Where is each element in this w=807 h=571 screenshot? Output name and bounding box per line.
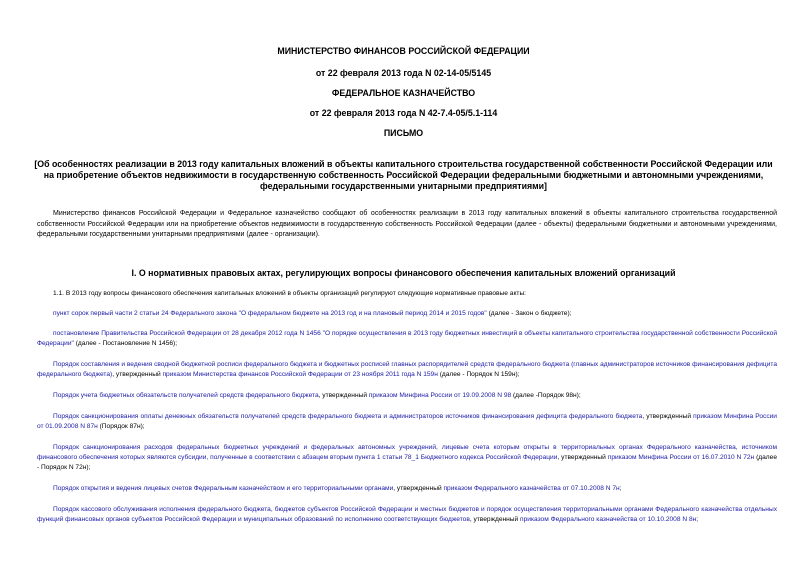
- ministry-name: МИНИСТЕРСТВО ФИНАНСОВ РОССИЙСКОЙ ФЕДЕРАЦИИ: [277, 46, 530, 56]
- cash-service-order-link[interactable]: Порядок кассового обслуживания исполнения федерального бюджета, бюджетов субъектов Российской Федерации и местных бюджетов и порядок осуществления территориальными органами Федерального казначейства отдельных функций финансовых органов субъектов Российской Федерации и муниципальных образований по исполнению соответствующих бюджетов: [37, 506, 777, 523]
- list-item-resolution-1456: постановление Правительства Российской Федерации от 28 декабря 2012 года N 1456 "О порядке осуществления в 2013 году бюджетных инвестиций в объекты капитального строительства государственной собственности Российской Федерации" (далее - Постановление N 1456);: [37, 330, 777, 347]
- order-87n-link[interactable]: приказом Минфина России от 01.09.2008 N 87н: [37, 413, 777, 430]
- paragraph-1-1: 1.1. В 2013 году вопросы финансового обеспечения капитальных вложений в объекты организаций регулируют следующие нормативные правовые акты:: [53, 290, 527, 297]
- ministry-date: от 22 февраля 2013 года N 02-14-05/5145: [315, 68, 492, 78]
- order-159n-link[interactable]: приказом Министерства финансов Российской Федерации от 23 ноября 2011 года N 159н: [162, 371, 438, 378]
- accounts-order-link[interactable]: Порядок открытия и ведения лицевых счетов Федеральным казначейством и его территориальными органами: [53, 485, 394, 492]
- document-type: ПИСЬМО: [383, 128, 424, 138]
- document-title: [Об особенностях реализации в 2013 году капитальных вложений в объекты капитального строительства государственной собственности Российской Федерации или на приобретение объектов недвижимости в государственную собственность Российской Федерации федеральными бюджетными и автономными учреждениями, федеральными государственными унитарными предприятиями]: [34, 159, 773, 191]
- payment-authorization-order-link[interactable]: Порядок санкционирования оплаты денежных обязательств получателей средств федерального бюджета и администраторов источников финансирования дефицита федерального бюджета: [53, 413, 643, 420]
- resolution-1456-link[interactable]: постановление Правительства Российской Федерации от 28 декабря 2012 года N 1456 "О порядке осуществления в 2013 году бюджетных инвестиций в объекты капитального строительства государственной собственности Российской Федерации": [37, 330, 777, 347]
- list-item-order-87n: Порядок санкционирования оплаты денежных обязательств получателей средств федерального бюджета и администраторов источников финансирования дефицита федерального бюджета, утвержденный приказом Минфина России от 01.09.2008 N 87н (Порядок 87н);: [37, 413, 777, 430]
- list-item-order-7n: Порядок открытия и ведения лицевых счетов Федеральным казначейством и его территориальными органами, утвержденный приказом Федерального казначейства от 07.10.2008 N 7н;: [53, 485, 622, 492]
- budget-law-link[interactable]: пункт сорок первый части 2 статьи 24 Федерального закона "О федеральном бюджете на 2013 год и на плановый период 2014 и 2015 годов": [53, 310, 487, 317]
- order-7n-link[interactable]: приказом Федерального казначейства от 07.10.2008 N 7н: [443, 485, 620, 492]
- list-item-order-159n: Порядок составления и ведения сводной бюджетной росписи федерального бюджета и бюджетных росписей главных распорядителей средств федерального бюджета (главных администраторов источников финансирования дефицита федерального бюджета), утвержденный приказом Министерства финансов Российской Федерации от 23 ноября 2011 года N 159н (далее - Порядок N 159н);: [37, 361, 777, 378]
- order-72n-link[interactable]: приказом Минфина России от 16.07.2010 N 72н: [607, 454, 755, 461]
- section-heading-1: I. О нормативных правовых актах, регулирующих вопросы финансового обеспечения капитальных вложений организаций: [131, 268, 676, 278]
- treasury-name: ФЕДЕРАЛЬНОЕ КАЗНАЧЕЙСТВО: [331, 88, 476, 98]
- list-item-order-98n: Порядок учета бюджетных обязательств получателей средств федерального бюджета, утвержденный приказом Минфина России от 19.09.2008 N 98 (далее -Порядок 98н);: [53, 392, 581, 399]
- intro-paragraph: Министерство финансов Российской Федерации и Федеральное казначейство сообщают об особенностях реализации в 2013 году капитальных вложений в объекты капитального строительства государственной собственности Российской Федерации или на приобретение объектов недвижимости в государственную собственность Российской Федерации (далее - объекты) федеральными бюджетными и автономными учреждениями, федеральными государственными унитарными предприятиями (далее - организации).: [37, 210, 777, 238]
- budget-painting-order-link[interactable]: Порядок составления и ведения сводной бюджетной росписи федерального бюджета и бюджетных росписей главных распорядителей средств федерального бюджета (главных администраторов источников финансирования дефицита федерального бюджета): [37, 361, 777, 378]
- obligations-order-link[interactable]: Порядок учета бюджетных обязательств получателей средств федерального бюджета: [53, 392, 319, 399]
- treasury-date: от 22 февраля 2013 года N 42-7.4-05/5.1-114: [309, 108, 498, 118]
- order-98-link[interactable]: приказом Минфина России от 19.09.2008 N 98: [368, 392, 512, 399]
- expenses-authorization-order-link[interactable]: Порядок санкционирования расходов федеральных бюджетных учреждений и федеральных автономных учреждений, лицевые счета которым открыты в территориальных органах Федерального казначейства, источником финансового обеспечения которых являются субсидии, полученные в соответствии с абзацем вторым пункта 1 статьи 78_1 Бюджетного кодекса Российской Федерации: [37, 444, 777, 461]
- list-item-budget-law: пункт сорок первый части 2 статьи 24 Федерального закона "О федеральном бюджете на 2013 год и на плановый период 2014 и 2015 годов" (далее - Закон о бюджете);: [53, 310, 572, 317]
- list-item-order-72n: Порядок санкционирования расходов федеральных бюджетных учреждений и федеральных автономных учреждений, лицевые счета которым открыты в территориальных органах Федерального казначейства, источником финансового обеспечения которых являются субсидии, полученные в соответствии с абзацем вторым пункта 1 статьи 78_1 Бюджетного кодекса Российской Федерации, утвержденный приказом Минфина России от 16.07.2010 N 72н (далее - Порядок N 72н);: [37, 444, 777, 471]
- list-item-order-8n: Порядок кассового обслуживания исполнения федерального бюджета, бюджетов субъектов Российской Федерации и местных бюджетов и порядок осуществления территориальными органами Федерального казначейства отдельных функций финансовых органов субъектов Российской Федерации и муниципальных образований по исполнению соответствующих бюджетов, утвержденный приказом Федерального казначейства от 10.10.2008 N 8н;: [37, 506, 777, 523]
- order-8n-link[interactable]: приказом Федерального казначейства от 10.10.2008 N 8н: [520, 516, 697, 523]
